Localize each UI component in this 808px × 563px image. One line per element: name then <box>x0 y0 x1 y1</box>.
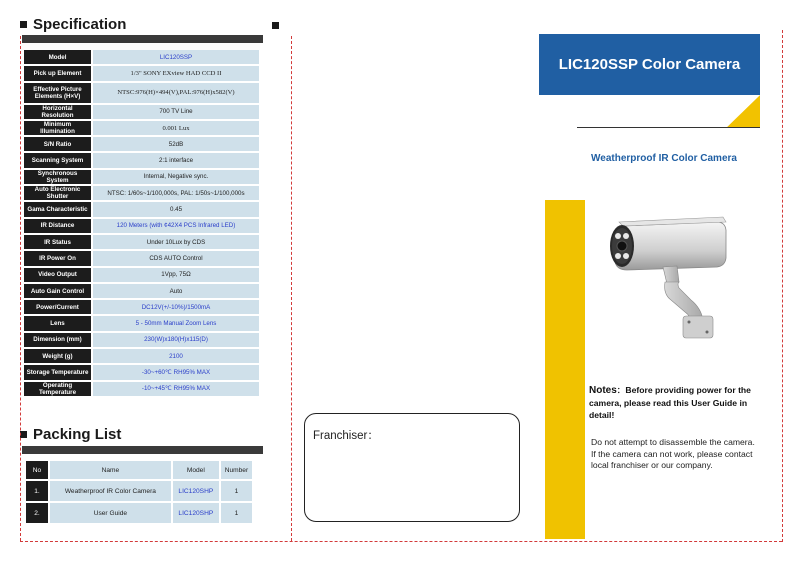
spec-value: 230(W)x180(H)x115(D) <box>91 333 259 347</box>
fold-line <box>291 36 292 541</box>
notes-block <box>589 384 759 421</box>
specification-table <box>24 48 259 398</box>
table-row <box>24 83 259 103</box>
spec-value: NTSC: 1/60s~1/100,000s, PAL: 1/50s~1/100,000s <box>91 186 259 200</box>
table-cell: 2. <box>26 503 48 523</box>
table-row <box>24 268 259 282</box>
bullet-square-icon <box>20 21 27 28</box>
specification-heading <box>20 16 126 33</box>
table-row <box>24 333 259 347</box>
table-row <box>24 219 259 233</box>
spec-value: Auto <box>91 284 259 298</box>
table-cell: Weatherproof IR Color Camera <box>50 481 171 501</box>
section-divider <box>22 446 263 454</box>
spec-label: Scanning System <box>24 153 91 167</box>
fold-line <box>782 30 783 542</box>
column-header: Number <box>221 461 252 479</box>
spec-label: Horizontal Resolution <box>24 105 91 119</box>
spec-value: -30~+60℃ RH95% MAX <box>91 365 259 379</box>
spec-value: 1/3" SONY EXview HAD CCD II <box>91 66 259 80</box>
table-row <box>24 121 259 135</box>
spec-label: Effective Picture Elements (H×V) <box>24 83 91 103</box>
table-cell: LIC120SHP <box>173 481 219 501</box>
corner-triangle-mask <box>726 95 760 128</box>
spec-value: 2100 <box>91 349 259 363</box>
spec-value: 5 - 50mm Manual Zoom Lens <box>91 316 259 330</box>
spec-label: Model <box>24 50 91 64</box>
column-header: Name <box>50 461 171 479</box>
notes-text: ：Before providing power for the camera, please read this User Guide in detail! <box>589 385 751 420</box>
fold-line <box>20 541 782 542</box>
spec-label: Lens <box>24 316 91 330</box>
spec-label: IR Status <box>24 235 91 249</box>
product-title-banner <box>539 34 760 95</box>
title-underline <box>577 127 760 128</box>
notes-label: Notes <box>589 385 617 396</box>
table-row <box>24 137 259 151</box>
accent-bar <box>545 200 585 539</box>
table-row <box>24 235 259 249</box>
table-cell: 1 <box>221 481 252 501</box>
table-cell: User Guide <box>50 503 171 523</box>
spec-value: LIC120SSP <box>91 50 259 64</box>
spec-value: NTSC:976(H)×494(V),PAL:976(H)x582(V) <box>91 83 259 103</box>
table-row <box>24 300 259 314</box>
table-row <box>24 170 259 184</box>
column-header: Model <box>173 461 219 479</box>
bullet-square-icon <box>272 22 279 29</box>
spec-label: Auto Gain Control <box>24 284 91 298</box>
specification-title: Specification <box>33 16 127 33</box>
spec-label: Video Output <box>24 268 91 282</box>
spec-value: Under 10Lux by CDS <box>91 235 259 249</box>
product-title: LIC120SSP Color Camera <box>558 56 741 73</box>
spec-label: Storage Temperature <box>24 365 91 379</box>
table-row <box>24 365 259 379</box>
table-row <box>24 284 259 298</box>
spec-value: 1Vpp, 75Ω <box>91 268 259 282</box>
spec-value: 0.001 Lux <box>91 121 259 135</box>
table-row <box>24 382 259 396</box>
camera-image <box>605 212 730 342</box>
spec-value: 0.45 <box>91 202 259 216</box>
spec-label: Operating Temperature <box>24 382 91 396</box>
column-header: No <box>26 461 48 479</box>
bullet-square-icon <box>20 431 27 438</box>
spec-label: Power/Current <box>24 300 91 314</box>
spec-label: Auto Electronic Shutter <box>24 186 91 200</box>
table-row <box>24 186 259 200</box>
section-divider <box>22 35 263 43</box>
spec-value: 700 TV Line <box>91 105 259 119</box>
table-row <box>24 153 259 167</box>
spec-value: 52dB <box>91 137 259 151</box>
table-cell: 1. <box>26 481 48 501</box>
packing-table <box>24 459 254 525</box>
packing-list-heading <box>20 426 121 443</box>
table-row <box>24 202 259 216</box>
spec-label: Synchronous System <box>24 170 91 184</box>
table-cell: 1 <box>221 503 252 523</box>
product-subtitle: Weatherproof IR Color Camera <box>591 153 737 164</box>
spec-label: Pick up Element <box>24 66 91 80</box>
spec-value: 2:1 interface <box>91 153 259 167</box>
spec-label: Gama Characteristic <box>24 202 91 216</box>
spec-value: 120 Meters (with ¢42X4 PCS Infrared LED) <box>91 219 259 233</box>
table-row <box>24 50 259 64</box>
table-row <box>24 251 259 265</box>
spec-label: Minimum Illumination <box>24 121 91 135</box>
table-row <box>24 66 259 80</box>
table-row <box>24 105 259 119</box>
spec-label: IR Distance <box>24 219 91 233</box>
spec-value: CDS AUTO Control <box>91 251 259 265</box>
table-row <box>26 481 252 501</box>
warning-text: Do not attempt to disassemble the camera. If the camera can not work, please contact local franchiser or our company. <box>591 437 755 470</box>
table-row <box>24 316 259 330</box>
spec-label: IR Power On <box>24 251 91 265</box>
franchiser-label: Franchiser： <box>313 430 379 442</box>
spec-value: DC12V(+/-10%)/1500mA <box>91 300 259 314</box>
packing-list-title: Packing List <box>33 426 122 443</box>
table-row <box>26 503 252 523</box>
spec-label: Dimension (mm) <box>24 333 91 347</box>
table-row <box>24 349 259 363</box>
fold-line <box>20 36 21 541</box>
spec-label: Weight (g) <box>24 349 91 363</box>
franchiser-box <box>304 413 520 522</box>
spec-value: -10~+45℃ RH95% MAX <box>91 382 259 396</box>
spec-label: S/N Ratio <box>24 137 91 151</box>
table-cell: LIC120SHP <box>173 503 219 523</box>
spec-value: Internal, Negative sync. <box>91 170 259 184</box>
